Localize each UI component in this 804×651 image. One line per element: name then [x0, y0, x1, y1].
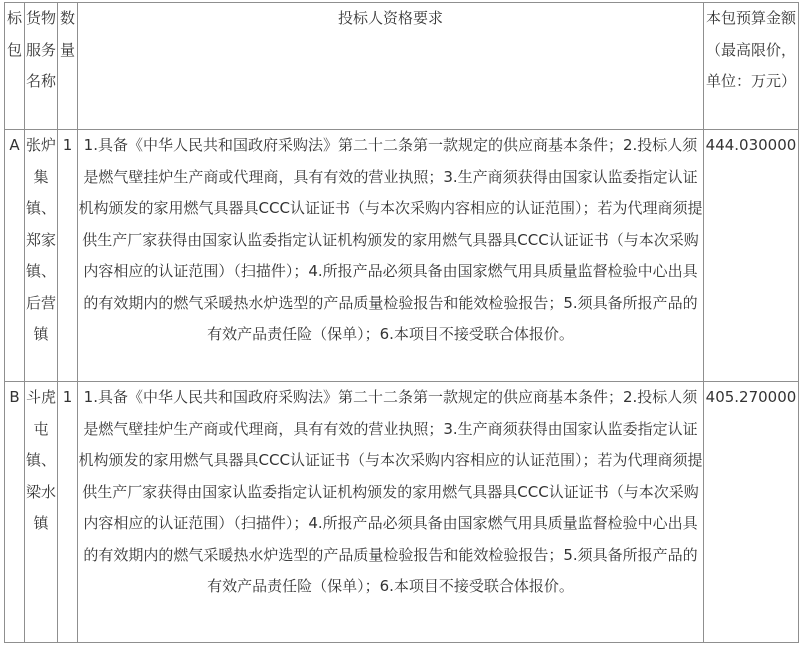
table-row: [5, 130, 799, 382]
requirements-cell: 1.具备《中华人民共和国政府采购法》第二十二条第一款规定的供应商基本条件；2.投标人须是燃气壁挂炉生产商或代理商，具有有效的营业执照；3.生产商须获得由国家认监委指定认证机构颁发的家用燃气具器具CCC认证证书（与本次采购内容相应的认证范围）；若为代理商须提供生产厂家获得由国家认监委指定认证机构颁发的家用燃气具器具CCC认证证书（与本次采购内容相应的认证范围）（扫描件）；4.所报产品必须具备由国家燃气用具质量监督检验中心出具的有效期内的燃气采暖热水炉选型的产品质量检验报告和能效检验报告；5.须具备所报产品的有效产品责任险（保单）；6.本项目不接受联合体报价。: [78, 130, 704, 382]
quantity-cell: 1: [58, 130, 78, 382]
item-name-cell: 张炉集镇、郑家镇、后营镇: [25, 130, 58, 382]
header-requirements: 投标人资格要求: [78, 3, 704, 130]
header-row: [5, 3, 799, 130]
header-budget: 本包预算金额（最高限价，单位：万元）: [704, 3, 799, 130]
package-cell: A: [5, 130, 25, 382]
header-quantity: 数量: [58, 3, 78, 130]
bid-requirements-table: [4, 2, 799, 643]
budget-cell: 444.030000: [704, 130, 799, 382]
requirements-cell: 1.具备《中华人民共和国政府采购法》第二十二条第一款规定的供应商基本条件；2.投标人须是燃气壁挂炉生产商或代理商，具有有效的营业执照；3.生产商须获得由国家认监委指定认证机构颁发的家用燃气具器具CCC认证证书（与本次采购内容相应的认证范围）；若为代理商须提供生产厂家获得由国家认监委指定认证机构颁发的家用燃气具器具CCC认证证书（与本次采购内容相应的认证范围）（扫描件）；4.所报产品必须具备由国家燃气用具质量监督检验中心出具的有效期内的燃气采暖热水炉选型的产品质量检验报告和能效检验报告；5.须具备所报产品的有效产品责任险（保单）；6.本项目不接受联合体报价。: [78, 382, 704, 643]
table-row: [5, 382, 799, 643]
item-name-cell: 斗虎屯镇、梁水镇: [25, 382, 58, 643]
header-package: 标包: [5, 3, 25, 130]
budget-cell: 405.270000: [704, 382, 799, 643]
quantity-cell: 1: [58, 382, 78, 643]
package-cell: B: [5, 382, 25, 643]
header-item-name: 货物服务名称: [25, 3, 58, 130]
